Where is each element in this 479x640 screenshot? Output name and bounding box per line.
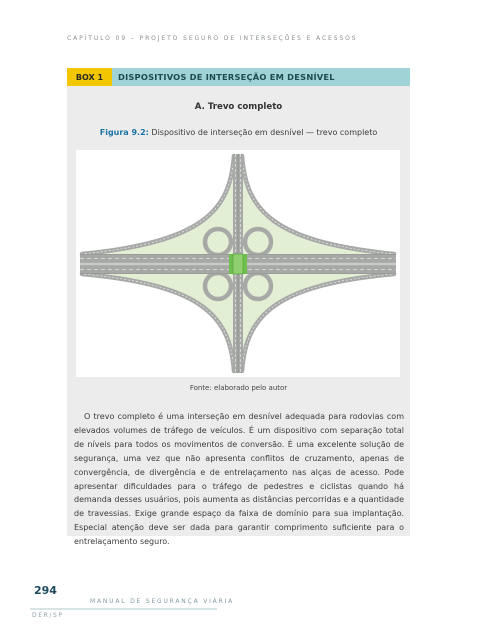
- figure-label: Figura 9.2:: [99, 128, 149, 137]
- footer-divider: [30, 608, 217, 610]
- loop-infield-sw: [208, 276, 229, 297]
- running-head: CAPÍTULO 09 – PROJETO SEGURO DE INTERSEÇÕES E ACESSOS: [67, 35, 358, 42]
- figure-caption-text: Dispositivo de interseção em desnível — trevo completo: [148, 128, 378, 137]
- overpass-deck: [233, 254, 243, 274]
- loop-infield-nw: [208, 232, 229, 253]
- page-number: 294: [34, 584, 57, 597]
- footer-org: DER/SP: [32, 612, 64, 619]
- cloverleaf-diagram: [76, 150, 400, 377]
- body-paragraph: O trevo completo é uma interseção em desnível adequada para rodovias com elevados volumes de tráfego de veículos. É um dispositivo com separação total de níveis para todos os movimentos de conversão. É uma excelente solução de segurança, uma vez que não apresenta conflitos de cruzamento, apenas de convergência, de divergência e de entrelaçamento nas alças de acesso. Pode apresentar dificuldades para o tráfego de pedestres e ciclistas quando há demanda desses usuários, pois aumenta as distâncias percorridas e a quantidade de travessias. Exige grande espaço da faixa de domínio para sua implantação. Especial atenção deve ser dada para garantir comprimento suficiente para o entrelaçamento seguro.: [74, 412, 404, 547]
- footer-manual-title: MANUAL DE SEGURANÇA VIÁRIA: [90, 598, 235, 605]
- box-title: DISPOSITIVOS DE INTERSEÇÃO EM DESNÍVEL: [112, 68, 410, 86]
- figure-source: Fonte: elaborado pelo autor: [189, 384, 288, 392]
- loop-infield-ne: [248, 232, 269, 253]
- section-title: A. Trevo completo: [194, 102, 283, 112]
- box-tag: BOX 1: [67, 68, 112, 86]
- loop-infield-se: [248, 276, 269, 297]
- cloverleaf-figure: [76, 150, 400, 377]
- figure-caption: [67, 128, 410, 137]
